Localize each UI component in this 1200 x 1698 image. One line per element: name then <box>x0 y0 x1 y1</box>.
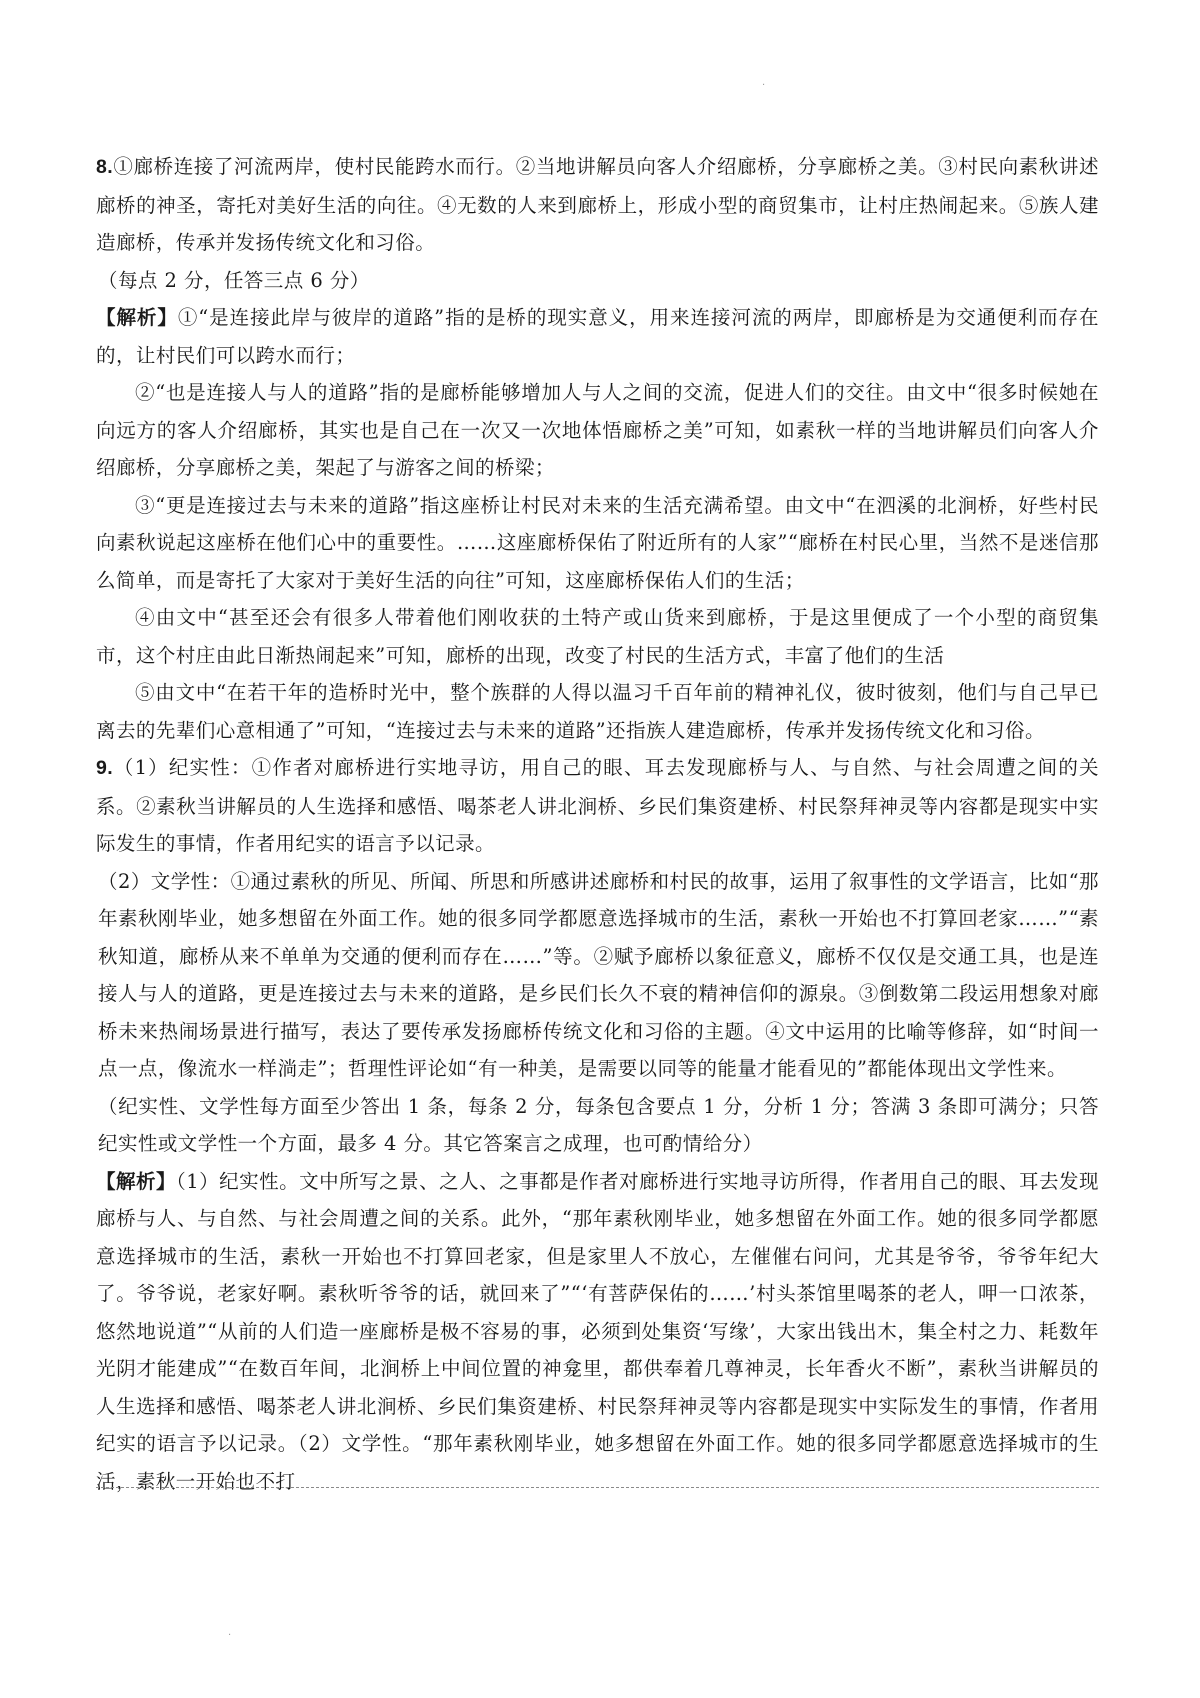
scan-dot: · <box>762 80 766 91</box>
page-separator <box>96 1487 1099 1488</box>
q9-number: 9. <box>96 757 114 779</box>
q8-analysis-label: 【解析】 <box>96 306 178 329</box>
q9-part1-text: （1）纪实性：①作者对廊桥进行实地寻访，用自己的眼、耳去发现廊桥与人、与自然、与社会周遭之间的关系。②素秋当讲解员的人生选择和感悟、喝茶老人讲北涧桥、乡民们集资建桥、村民祭拜神灵等内容都是现实中实际发生的事情，作者用纪实的语言予以记录。 <box>96 756 1099 855</box>
q9-part1 <box>96 749 1099 863</box>
scan-dot: · <box>228 1630 232 1641</box>
answer-document <box>96 148 1099 1500</box>
q8-analysis-3: ③“更是连接过去与未来的道路”指这座桥让村民对未来的生活充满希望。由文中“在泗溪的北涧桥，好些村民向素秋说起这座桥在他们心中的重要性。……这座廊桥保佑了附近所有的人家”“廊桥在村民心里，当然不是迷信那么简单，而是寄托了大家对于美好生活的向往”可知，这座廊桥保佑人们的生活； <box>96 493 1099 592</box>
q8-analysis-1 <box>96 299 1099 374</box>
q9-analysis-text: （1）纪实性。文中所写之景、之人、之事都是作者对廊桥进行实地寻访所得，作者用自己的眼、耳去发现廊桥与人、与自然、与社会周遭之间的关系。此外，“那年素秋刚毕业，她多想留在外面工作。她的很多同学都愿意选择城市的生活，素秋一开始也不打算回老家，但是家里人不放心，左催催右问问，尤其是爷爷，爷爷年纪大了。爷爷说，老家好啊。素秋听爷爷的话，就回来了”“‘有菩萨保佑的……’村头茶馆里喝茶的老人，呷一口浓茶，悠然地说道”“从前的人们造一座廊桥是极不容易的事，必须到处集资‘写缘’，大家出钱出木，集全村之力、耗数年光阴才能建成”“在数百年间，北涧桥上中间位置的神龛里，都供奉着几尊神灵，长年香火不断”，素秋当讲解员的人生选择和感悟、喝茶老人讲北涧桥、乡民们集资建桥、村民祭拜神灵等内容都是现实中实际发生的事情，作者用纪实的语言予以记录。（2）文学性。“那年素秋刚毕业，她多想留在外面工作。她的很多同学都愿意选择城市的生活，素秋一开始也不打 <box>96 1169 1099 1493</box>
q8-analysis-2: ②“也是连接人与人的道路”指的是廊桥能够增加人与人之间的交流，促进人们的交往。由文中“很多时候她在向远方的客人介绍廊桥，其实也是自己在一次又一次地体悟廊桥之美”可知，如素秋一样的当地讲解员们向客人介绍廊桥，分享廊桥之美，架起了与游客之间的桥梁； <box>96 381 1099 479</box>
q9-scoring: （纪实性、文学性每方面至少答出 1 条，每条 2 分，每条包含要点 1 分，分析 1 分；答满 3 条即可满分；只答纪实性或文学性一个方面，最多 4 分。其它答案言之成理，也可酌情给分） <box>98 1094 1099 1155</box>
q8-analysis-1-text: ①“是连接此岸与彼岸的道路”指的是桥的现实意义，用来连接河流的两岸，即廊桥是为交通便利而存在的，让村民们可以跨水而行； <box>96 306 1099 367</box>
q8-analysis-5: ⑤由文中“在若干年的造桥时光中，整个族群的人得以温习千百年前的精神礼仪，彼时彼刻，他们与自己早已离去的先辈们心意相通了”可知，“连接过去与未来的道路”还指族人建造廊桥，传承并发扬传统文化和习俗。 <box>96 681 1099 742</box>
q9-part2: （2）文学性：①通过素秋的所见、所闻、所思和所感讲述廊桥和村民的故事，运用了叙事性的文学语言，比如“那年素秋刚毕业，她多想留在外面工作。她的很多同学都愿意选择城市的生活，素秋一开始也不打算回老家……”“素秋知道，廊桥从来不单单为交通的便利而存在……”等。②赋予廊桥以象征意义，廊桥不仅仅是交通工具，也是连接人与人的道路，更是连接过去与未来的道路，是乡民们长久不衰的精神信仰的源泉。③倒数第二段运用想象对廊桥未来热闹场景进行描写，表达了要传承发扬廊桥传统文化和习俗的主题。④文中运用的比喻等修辞，如“时间一点一点，像流水一样淌走”；哲理性评论如“有一种美，是需要以同等的能量才能看见的”都能体现出文学性来。 <box>98 869 1099 1080</box>
q8-scoring: （每点 2 分，任答三点 6 分） <box>98 268 370 292</box>
q9-analysis-label: 【解析】 <box>96 1169 176 1193</box>
q8-answer-text: ①廊桥连接了河流两岸，使村民能跨水而行。②当地讲解员向客人介绍廊桥，分享廊桥之美。③村民向素秋讲述廊桥的神圣，寄托对美好生活的向往。④无数的人来到廊桥上，形成小型的商贸集市，让村庄热闹起来。⑤族人建造廊桥，传承并发扬传统文化和习俗。 <box>96 155 1099 254</box>
q8-analysis-4: ④由文中“甚至还会有很多人带着他们刚收获的土特产或山货来到廊桥，于是这里便成了一个小型的商贸集市，这个村庄由此日渐热闹起来”可知，廊桥的出现，改变了村民的生活方式，丰富了他们的生活 <box>96 606 1099 667</box>
q8-number: 8. <box>96 156 114 178</box>
q8-answer <box>96 148 1099 262</box>
q9-analysis <box>96 1163 1099 1501</box>
